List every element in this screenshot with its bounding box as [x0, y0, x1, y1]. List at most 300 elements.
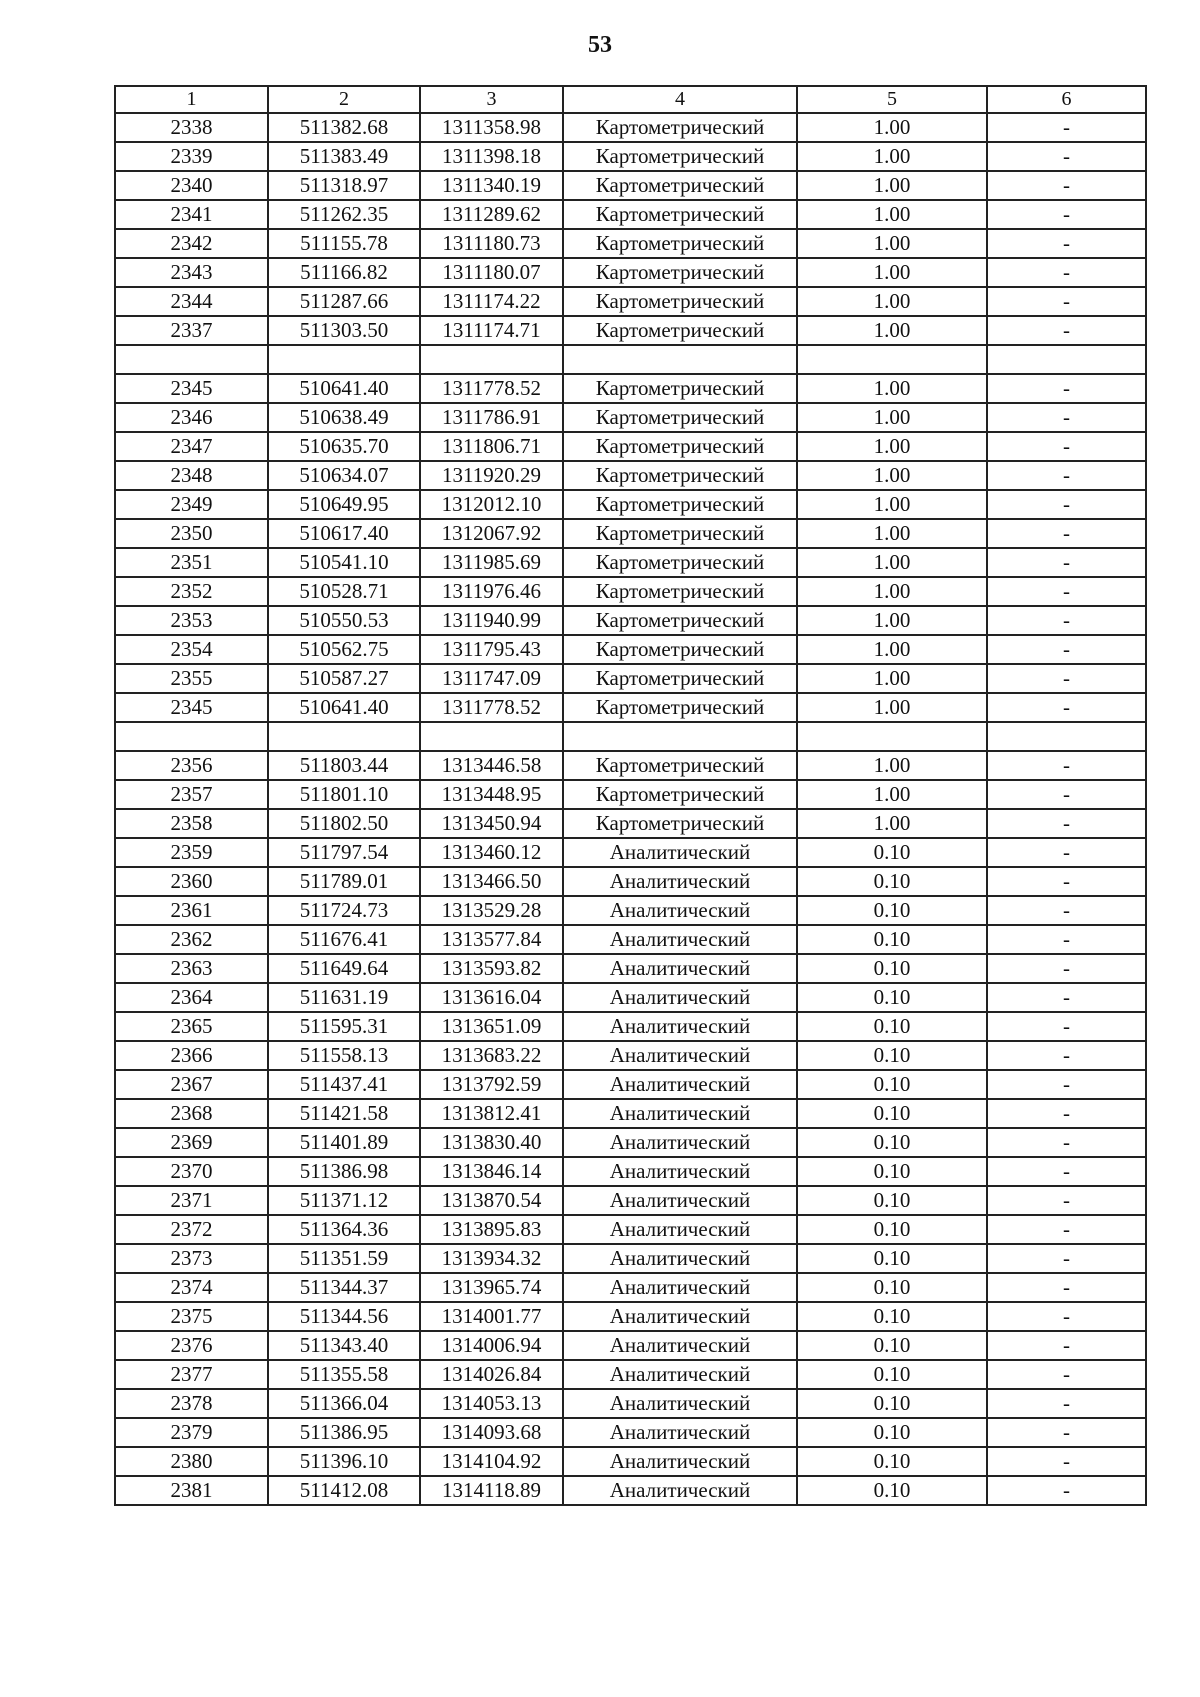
- accuracy-cell: 0.10: [797, 983, 987, 1012]
- x-coordinate-cell: 510541.10: [268, 548, 420, 577]
- column-header: 3: [420, 86, 563, 113]
- method-cell: Картометрический: [563, 461, 797, 490]
- note-cell: -: [987, 171, 1146, 200]
- column-header: 6: [987, 86, 1146, 113]
- y-coordinate-cell: 1313616.04: [420, 983, 563, 1012]
- note-cell: -: [987, 867, 1146, 896]
- y-coordinate-cell: 1314006.94: [420, 1331, 563, 1360]
- note-cell: -: [987, 1070, 1146, 1099]
- y-coordinate-cell: 1313895.83: [420, 1215, 563, 1244]
- note-cell: -: [987, 1302, 1146, 1331]
- table-row: [115, 1302, 1146, 1331]
- accuracy-cell: 1.00: [797, 490, 987, 519]
- point-number-cell: 2354: [115, 635, 268, 664]
- table-row: [115, 954, 1146, 983]
- accuracy-cell: 1.00: [797, 316, 987, 345]
- point-number-cell: 2343: [115, 258, 268, 287]
- table-header-row: [115, 86, 1146, 113]
- x-coordinate-cell: 511262.35: [268, 200, 420, 229]
- x-coordinate-cell: 510634.07: [268, 461, 420, 490]
- point-number-cell: 2352: [115, 577, 268, 606]
- note-cell: -: [987, 1099, 1146, 1128]
- method-cell: Аналитический: [563, 954, 797, 983]
- point-number-cell: 2345: [115, 374, 268, 403]
- x-coordinate-cell: 511396.10: [268, 1447, 420, 1476]
- x-coordinate-cell: 510587.27: [268, 664, 420, 693]
- point-number-cell: 2377: [115, 1360, 268, 1389]
- point-number-cell: 2344: [115, 287, 268, 316]
- y-coordinate-cell: 1313965.74: [420, 1273, 563, 1302]
- accuracy-cell: [797, 722, 987, 751]
- note-cell: -: [987, 200, 1146, 229]
- method-cell: Аналитический: [563, 1128, 797, 1157]
- y-coordinate-cell: 1311940.99: [420, 606, 563, 635]
- y-coordinate-cell: 1311358.98: [420, 113, 563, 142]
- note-cell: -: [987, 896, 1146, 925]
- table-row: [115, 751, 1146, 780]
- accuracy-cell: 0.10: [797, 1157, 987, 1186]
- table-row: [115, 1476, 1146, 1505]
- table-row: [115, 1041, 1146, 1070]
- x-coordinate-cell: 510528.71: [268, 577, 420, 606]
- x-coordinate-cell: 511303.50: [268, 316, 420, 345]
- point-number-cell: 2372: [115, 1215, 268, 1244]
- accuracy-cell: [797, 345, 987, 374]
- table-row: [115, 635, 1146, 664]
- table-body: [115, 113, 1146, 1505]
- method-cell: Аналитический: [563, 896, 797, 925]
- table-row: [115, 490, 1146, 519]
- y-coordinate-cell: 1313446.58: [420, 751, 563, 780]
- method-cell: Картометрический: [563, 287, 797, 316]
- note-cell: -: [987, 809, 1146, 838]
- accuracy-cell: 1.00: [797, 200, 987, 229]
- method-cell: Картометрический: [563, 577, 797, 606]
- accuracy-cell: 1.00: [797, 809, 987, 838]
- y-coordinate-cell: [420, 345, 563, 374]
- accuracy-cell: 1.00: [797, 693, 987, 722]
- y-coordinate-cell: 1311398.18: [420, 142, 563, 171]
- note-cell: -: [987, 1186, 1146, 1215]
- note-cell: -: [987, 1331, 1146, 1360]
- table-row: [115, 983, 1146, 1012]
- accuracy-cell: 1.00: [797, 635, 987, 664]
- accuracy-cell: 0.10: [797, 1215, 987, 1244]
- accuracy-cell: 0.10: [797, 1128, 987, 1157]
- note-cell: -: [987, 258, 1146, 287]
- y-coordinate-cell: 1311174.22: [420, 287, 563, 316]
- table-row: [115, 925, 1146, 954]
- note-cell: -: [987, 1128, 1146, 1157]
- table-row: [115, 1418, 1146, 1447]
- x-coordinate-cell: 511371.12: [268, 1186, 420, 1215]
- table-row: [115, 664, 1146, 693]
- point-number-cell: 2364: [115, 983, 268, 1012]
- y-coordinate-cell: 1313792.59: [420, 1070, 563, 1099]
- method-cell: Картометрический: [563, 780, 797, 809]
- point-number-cell: 2369: [115, 1128, 268, 1157]
- y-coordinate-cell: 1311174.71: [420, 316, 563, 345]
- point-number-cell: 2366: [115, 1041, 268, 1070]
- note-cell: -: [987, 432, 1146, 461]
- point-number-cell: 2375: [115, 1302, 268, 1331]
- accuracy-cell: 0.10: [797, 1244, 987, 1273]
- table-row: [115, 519, 1146, 548]
- point-number-cell: 2363: [115, 954, 268, 983]
- accuracy-cell: 1.00: [797, 780, 987, 809]
- column-header: 5: [797, 86, 987, 113]
- accuracy-cell: 1.00: [797, 519, 987, 548]
- method-cell: Картометрический: [563, 142, 797, 171]
- column-header: 2: [268, 86, 420, 113]
- table-row: [115, 548, 1146, 577]
- y-coordinate-cell: 1312012.10: [420, 490, 563, 519]
- method-cell: Аналитический: [563, 1418, 797, 1447]
- accuracy-cell: 0.10: [797, 838, 987, 867]
- point-number-cell: 2341: [115, 200, 268, 229]
- note-cell: -: [987, 1273, 1146, 1302]
- note-cell: -: [987, 780, 1146, 809]
- y-coordinate-cell: 1311920.29: [420, 461, 563, 490]
- method-cell: Аналитический: [563, 1331, 797, 1360]
- point-number-cell: 2362: [115, 925, 268, 954]
- point-number-cell: 2350: [115, 519, 268, 548]
- x-coordinate-cell: 511364.36: [268, 1215, 420, 1244]
- point-number-cell: 2337: [115, 316, 268, 345]
- method-cell: Картометрический: [563, 229, 797, 258]
- y-coordinate-cell: 1311747.09: [420, 664, 563, 693]
- note-cell: -: [987, 490, 1146, 519]
- x-coordinate-cell: 511386.95: [268, 1418, 420, 1447]
- x-coordinate-cell: 511412.08: [268, 1476, 420, 1505]
- x-coordinate-cell: 511803.44: [268, 751, 420, 780]
- accuracy-cell: 0.10: [797, 925, 987, 954]
- point-number-cell: 2348: [115, 461, 268, 490]
- note-cell: -: [987, 316, 1146, 345]
- point-number-cell: 2370: [115, 1157, 268, 1186]
- accuracy-cell: 1.00: [797, 664, 987, 693]
- y-coordinate-cell: 1313450.94: [420, 809, 563, 838]
- method-cell: Аналитический: [563, 1186, 797, 1215]
- y-coordinate-cell: 1311795.43: [420, 635, 563, 664]
- point-number-cell: 2381: [115, 1476, 268, 1505]
- y-coordinate-cell: [420, 722, 563, 751]
- y-coordinate-cell: 1313577.84: [420, 925, 563, 954]
- table-separator-row: [115, 722, 1146, 751]
- note-cell: -: [987, 577, 1146, 606]
- point-number-cell: 2353: [115, 606, 268, 635]
- accuracy-cell: 1.00: [797, 374, 987, 403]
- method-cell: Картометрический: [563, 751, 797, 780]
- method-cell: Картометрический: [563, 809, 797, 838]
- table-row: [115, 258, 1146, 287]
- x-coordinate-cell: 511344.37: [268, 1273, 420, 1302]
- y-coordinate-cell: 1313812.41: [420, 1099, 563, 1128]
- table-row: [115, 229, 1146, 258]
- accuracy-cell: 0.10: [797, 1186, 987, 1215]
- point-number-cell: 2359: [115, 838, 268, 867]
- table-row: [115, 171, 1146, 200]
- accuracy-cell: 0.10: [797, 1360, 987, 1389]
- note-cell: -: [987, 1041, 1146, 1070]
- note-cell: -: [987, 606, 1146, 635]
- note-cell: -: [987, 229, 1146, 258]
- point-number-cell: [115, 722, 268, 751]
- method-cell: Аналитический: [563, 1360, 797, 1389]
- point-number-cell: 2373: [115, 1244, 268, 1273]
- note-cell: -: [987, 548, 1146, 577]
- x-coordinate-cell: 510562.75: [268, 635, 420, 664]
- method-cell: Картометрический: [563, 548, 797, 577]
- accuracy-cell: 0.10: [797, 1331, 987, 1360]
- table-row: [115, 1447, 1146, 1476]
- y-coordinate-cell: 1311778.52: [420, 693, 563, 722]
- table-row: [115, 896, 1146, 925]
- accuracy-cell: 1.00: [797, 577, 987, 606]
- x-coordinate-cell: 511421.58: [268, 1099, 420, 1128]
- point-number-cell: 2346: [115, 403, 268, 432]
- y-coordinate-cell: 1313683.22: [420, 1041, 563, 1070]
- accuracy-cell: 1.00: [797, 548, 987, 577]
- method-cell: Картометрический: [563, 113, 797, 142]
- point-number-cell: 2376: [115, 1331, 268, 1360]
- x-coordinate-cell: 510550.53: [268, 606, 420, 635]
- y-coordinate-cell: 1313448.95: [420, 780, 563, 809]
- table-row: [115, 142, 1146, 171]
- method-cell: Аналитический: [563, 1012, 797, 1041]
- x-coordinate-cell: 511676.41: [268, 925, 420, 954]
- y-coordinate-cell: 1314026.84: [420, 1360, 563, 1389]
- y-coordinate-cell: 1311289.62: [420, 200, 563, 229]
- method-cell: Аналитический: [563, 1302, 797, 1331]
- method-cell: Аналитический: [563, 925, 797, 954]
- point-number-cell: 2378: [115, 1389, 268, 1418]
- note-cell: -: [987, 142, 1146, 171]
- table-row: [115, 432, 1146, 461]
- note-cell: -: [987, 374, 1146, 403]
- method-cell: Аналитический: [563, 1099, 797, 1128]
- table-row: [115, 1099, 1146, 1128]
- method-cell: Картометрический: [563, 693, 797, 722]
- table-row: [115, 1331, 1146, 1360]
- method-cell: Аналитический: [563, 838, 797, 867]
- accuracy-cell: 0.10: [797, 1302, 987, 1331]
- y-coordinate-cell: 1311985.69: [420, 548, 563, 577]
- accuracy-cell: 1.00: [797, 403, 987, 432]
- y-coordinate-cell: 1313593.82: [420, 954, 563, 983]
- point-number-cell: 2356: [115, 751, 268, 780]
- accuracy-cell: 1.00: [797, 171, 987, 200]
- method-cell: Аналитический: [563, 1157, 797, 1186]
- y-coordinate-cell: 1312067.92: [420, 519, 563, 548]
- note-cell: -: [987, 461, 1146, 490]
- table-row: [115, 1360, 1146, 1389]
- method-cell: [563, 722, 797, 751]
- table-row: [115, 1273, 1146, 1302]
- table-separator-row: [115, 345, 1146, 374]
- note-cell: -: [987, 1418, 1146, 1447]
- accuracy-cell: 0.10: [797, 1418, 987, 1447]
- method-cell: Картометрический: [563, 200, 797, 229]
- note-cell: -: [987, 983, 1146, 1012]
- method-cell: Картометрический: [563, 258, 797, 287]
- x-coordinate-cell: 511724.73: [268, 896, 420, 925]
- table-row: [115, 809, 1146, 838]
- table-row: [115, 1157, 1146, 1186]
- accuracy-cell: 1.00: [797, 258, 987, 287]
- point-number-cell: 2351: [115, 548, 268, 577]
- accuracy-cell: 0.10: [797, 1012, 987, 1041]
- x-coordinate-cell: 511355.58: [268, 1360, 420, 1389]
- y-coordinate-cell: 1313460.12: [420, 838, 563, 867]
- table-row: [115, 780, 1146, 809]
- point-number-cell: 2357: [115, 780, 268, 809]
- accuracy-cell: 0.10: [797, 1447, 987, 1476]
- y-coordinate-cell: 1313651.09: [420, 1012, 563, 1041]
- method-cell: Аналитический: [563, 1070, 797, 1099]
- note-cell: -: [987, 838, 1146, 867]
- y-coordinate-cell: 1311976.46: [420, 577, 563, 606]
- accuracy-cell: 0.10: [797, 867, 987, 896]
- table-row: [115, 1389, 1146, 1418]
- accuracy-cell: 0.10: [797, 1099, 987, 1128]
- accuracy-cell: 1.00: [797, 432, 987, 461]
- x-coordinate-cell: 511595.31: [268, 1012, 420, 1041]
- x-coordinate-cell: 511789.01: [268, 867, 420, 896]
- table-row: [115, 1012, 1146, 1041]
- note-cell: -: [987, 954, 1146, 983]
- point-number-cell: 2367: [115, 1070, 268, 1099]
- point-number-cell: 2345: [115, 693, 268, 722]
- x-coordinate-cell: 510649.95: [268, 490, 420, 519]
- x-coordinate-cell: 510641.40: [268, 693, 420, 722]
- note-cell: -: [987, 1360, 1146, 1389]
- y-coordinate-cell: 1314118.89: [420, 1476, 563, 1505]
- point-number-cell: 2355: [115, 664, 268, 693]
- accuracy-cell: 0.10: [797, 954, 987, 983]
- y-coordinate-cell: 1313846.14: [420, 1157, 563, 1186]
- y-coordinate-cell: 1314104.92: [420, 1447, 563, 1476]
- x-coordinate-cell: 511155.78: [268, 229, 420, 258]
- note-cell: [987, 722, 1146, 751]
- point-number-cell: 2360: [115, 867, 268, 896]
- method-cell: Картометрический: [563, 606, 797, 635]
- point-number-cell: 2371: [115, 1186, 268, 1215]
- point-number-cell: 2338: [115, 113, 268, 142]
- accuracy-cell: 1.00: [797, 229, 987, 258]
- table-row: [115, 838, 1146, 867]
- method-cell: Картометрический: [563, 171, 797, 200]
- x-coordinate-cell: 511801.10: [268, 780, 420, 809]
- x-coordinate-cell: 510638.49: [268, 403, 420, 432]
- accuracy-cell: 0.10: [797, 1476, 987, 1505]
- y-coordinate-cell: 1311340.19: [420, 171, 563, 200]
- accuracy-cell: 1.00: [797, 751, 987, 780]
- point-number-cell: 2379: [115, 1418, 268, 1447]
- point-number-cell: 2349: [115, 490, 268, 519]
- page-number: 53: [588, 32, 612, 58]
- method-cell: Аналитический: [563, 983, 797, 1012]
- y-coordinate-cell: 1313870.54: [420, 1186, 563, 1215]
- x-coordinate-cell: 511318.97: [268, 171, 420, 200]
- accuracy-cell: 1.00: [797, 606, 987, 635]
- note-cell: -: [987, 403, 1146, 432]
- note-cell: -: [987, 925, 1146, 954]
- point-number-cell: 2342: [115, 229, 268, 258]
- y-coordinate-cell: 1314093.68: [420, 1418, 563, 1447]
- point-number-cell: 2358: [115, 809, 268, 838]
- point-number-cell: 2339: [115, 142, 268, 171]
- point-number-cell: 2368: [115, 1099, 268, 1128]
- note-cell: -: [987, 519, 1146, 548]
- note-cell: -: [987, 287, 1146, 316]
- method-cell: Аналитический: [563, 1447, 797, 1476]
- column-header: 1: [115, 86, 268, 113]
- method-cell: Аналитический: [563, 1476, 797, 1505]
- method-cell: Картометрический: [563, 490, 797, 519]
- method-cell: Картометрический: [563, 635, 797, 664]
- note-cell: -: [987, 635, 1146, 664]
- table-row: [115, 606, 1146, 635]
- x-coordinate-cell: 511802.50: [268, 809, 420, 838]
- table-row: [115, 113, 1146, 142]
- y-coordinate-cell: 1311806.71: [420, 432, 563, 461]
- x-coordinate-cell: 511386.98: [268, 1157, 420, 1186]
- x-coordinate-cell: 511797.54: [268, 838, 420, 867]
- note-cell: -: [987, 693, 1146, 722]
- accuracy-cell: 1.00: [797, 461, 987, 490]
- accuracy-cell: 1.00: [797, 142, 987, 171]
- accuracy-cell: 0.10: [797, 1041, 987, 1070]
- y-coordinate-cell: 1313466.50: [420, 867, 563, 896]
- x-coordinate-cell: 511437.41: [268, 1070, 420, 1099]
- x-coordinate-cell: 511366.04: [268, 1389, 420, 1418]
- method-cell: Аналитический: [563, 1244, 797, 1273]
- x-coordinate-cell: 511383.49: [268, 142, 420, 171]
- note-cell: -: [987, 1215, 1146, 1244]
- table-row: [115, 374, 1146, 403]
- y-coordinate-cell: 1311778.52: [420, 374, 563, 403]
- note-cell: -: [987, 1389, 1146, 1418]
- method-cell: Аналитический: [563, 1215, 797, 1244]
- column-header: 4: [563, 86, 797, 113]
- table-row: [115, 287, 1146, 316]
- x-coordinate-cell: 511631.19: [268, 983, 420, 1012]
- method-cell: Аналитический: [563, 867, 797, 896]
- table-row: [115, 577, 1146, 606]
- method-cell: Картометрический: [563, 519, 797, 548]
- x-coordinate-cell: 510635.70: [268, 432, 420, 461]
- y-coordinate-cell: 1313529.28: [420, 896, 563, 925]
- note-cell: -: [987, 1447, 1146, 1476]
- x-coordinate-cell: 511401.89: [268, 1128, 420, 1157]
- method-cell: Аналитический: [563, 1389, 797, 1418]
- accuracy-cell: 0.10: [797, 1389, 987, 1418]
- accuracy-cell: 0.10: [797, 896, 987, 925]
- table-row: [115, 1128, 1146, 1157]
- note-cell: -: [987, 1244, 1146, 1273]
- x-coordinate-cell: 511649.64: [268, 954, 420, 983]
- x-coordinate-cell: [268, 722, 420, 751]
- point-number-cell: [115, 345, 268, 374]
- note-cell: -: [987, 751, 1146, 780]
- method-cell: Картометрический: [563, 432, 797, 461]
- point-number-cell: 2374: [115, 1273, 268, 1302]
- accuracy-cell: 0.10: [797, 1070, 987, 1099]
- coordinates-table: [114, 85, 1147, 1506]
- x-coordinate-cell: 511287.66: [268, 287, 420, 316]
- point-number-cell: 2340: [115, 171, 268, 200]
